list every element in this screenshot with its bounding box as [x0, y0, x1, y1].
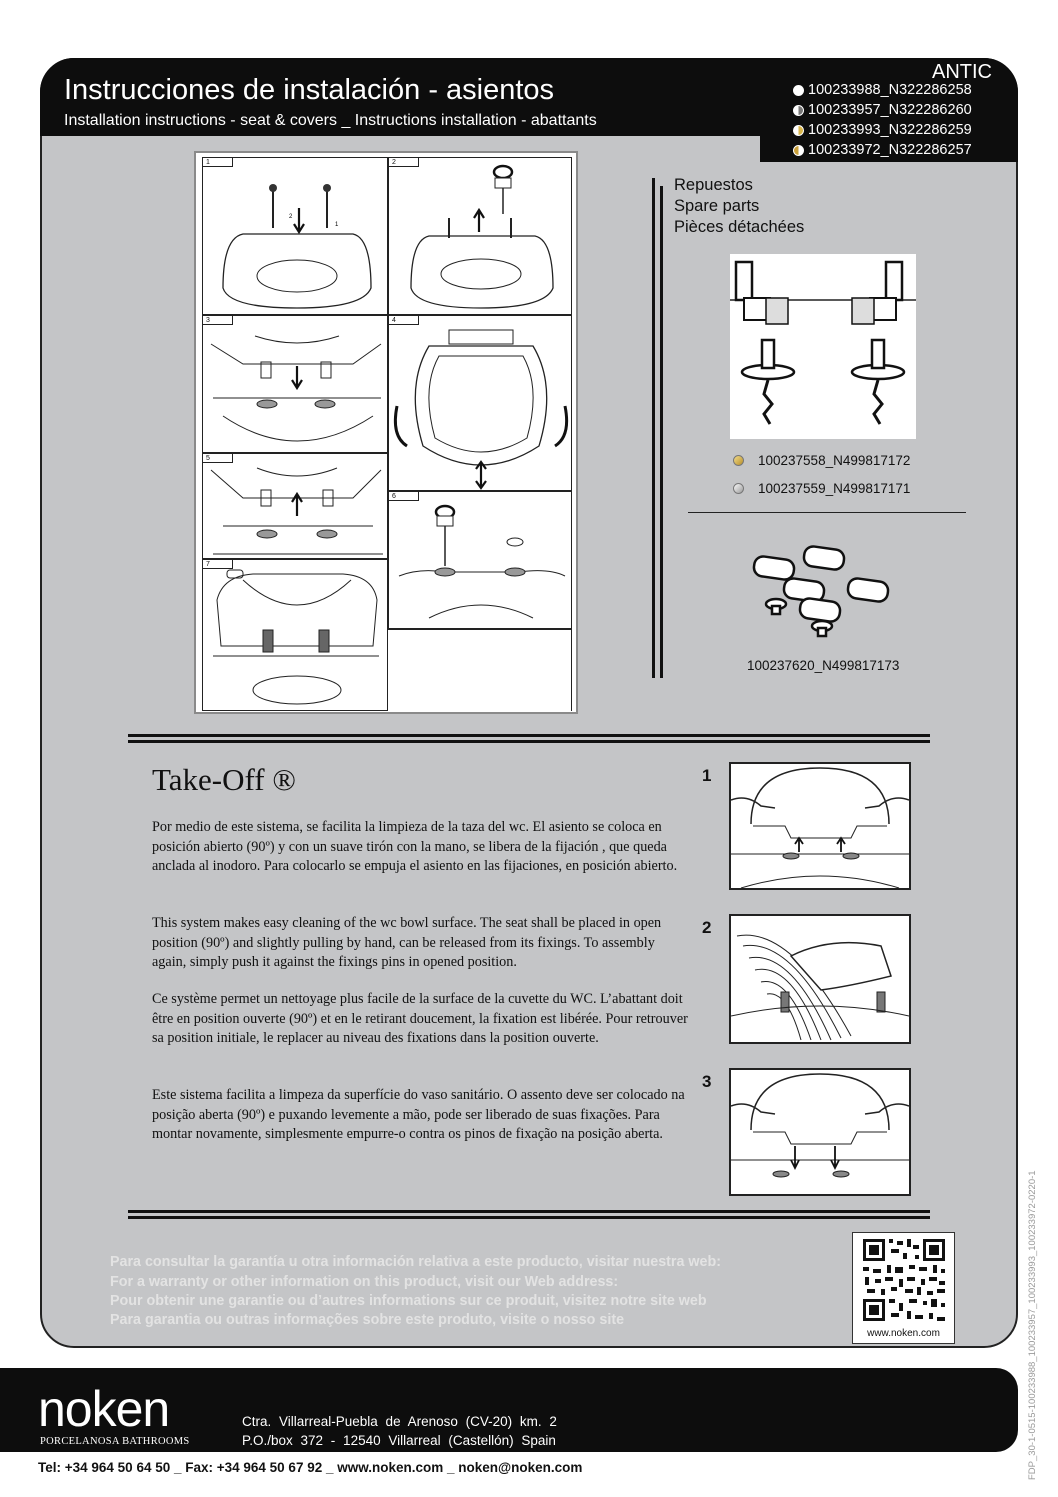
step-panel-3	[202, 315, 388, 453]
step-panel-6	[388, 491, 572, 629]
contact-line: Tel: +34 964 50 64 50 _ Fax: +34 964 50 67 92 _ www.noken.com _ noken@noken.com	[38, 1460, 583, 1475]
cover-cap-illustration	[389, 158, 572, 315]
takeoff-text-es: Por medio de este sistema, se facilita la limpieza de la taza del wc. El asiento se coloca en posición abierto (90º) y con un suave tirón con la mano, se libera de la fijación , que queda anclada al inodoro. Para colocarlo se empuja el asiento en las fijaciones, en posición abierto.	[152, 819, 678, 875]
takeoff-title: Take-Off ®	[152, 762, 296, 797]
panel-number: 3	[203, 316, 233, 325]
spare-parts-title-en: Spare parts	[674, 197, 760, 215]
divider-bar	[652, 178, 655, 678]
product-code-row	[793, 122, 972, 138]
divider-line	[688, 512, 966, 513]
document-reference: FDP_30-1-0515-100233988_100233957_100233993_100233972-0220-1	[1027, 1170, 1038, 1480]
section-divider	[128, 1210, 930, 1213]
installation-diagram-sheet	[194, 151, 578, 714]
panel-number: 1	[203, 158, 233, 167]
svg-text:1: 1	[335, 222, 339, 228]
panel-number: 4	[389, 316, 419, 325]
product-code: 100233993_N322286259	[808, 122, 972, 138]
finish-swatch-icon	[793, 105, 804, 116]
address-line-2: P.O./box 372 - 12540 Villarreal (Castellón) Spain	[242, 1433, 556, 1448]
spare-parts-heading	[674, 175, 804, 238]
step-panel-2	[388, 157, 572, 315]
warranty-text-en: For a warranty or other information on this product, visit our Web address:	[110, 1274, 619, 1290]
takeoff-text-en: This system makes easy cleaning of the wc bowl surface. The seat shall be placed in open position (90º) and slightly pulling by hand, can be released from its fixings. To assembly again, simply push it against the fixings pins in opened position.	[152, 915, 662, 971]
spare-item-row	[733, 453, 910, 468]
takeoff-text-fr: Ce système permet un nettoyage plus facile de la surface de la cuvette du WC. L’abattant doit être en position ouverte (90º) et en le retirant doucement, la fixation est libérée. Pour retrouver sa position initiale, le replacer au niveau des fixations dans la position ouverte.	[152, 991, 688, 1047]
product-code-row	[793, 142, 972, 158]
section-divider	[128, 740, 930, 743]
warranty-text-es: Para consultar la garantía u otra información relativa a este producto, visitar nuestra web:	[110, 1254, 721, 1270]
takeoff-text-pt: Este sistema facilita a limpeza da superfície do vaso sanitário. O assento deve ser colocado na posição aberta (90º) e puxando levemente a mão, pode ser liberado de suas fixações. Para montar novamente, simplesmente empurre-o contra os pinos de fixação na posição aberta.	[152, 1087, 685, 1143]
warranty-text-fr: Pour obtenir une garantie ou d’autres informations sur ce produit, visitez notre site web	[110, 1293, 707, 1309]
product-code-row	[793, 82, 972, 98]
takeoff-step-2-illustration	[729, 914, 911, 1044]
website-link[interactable]: www.noken.com	[867, 1328, 940, 1339]
page-title: Instrucciones de instalación - asientos	[64, 74, 555, 106]
page-subtitle: Installation instructions - seat & covers _ Instructions installation - abattants	[64, 112, 597, 129]
product-code-row	[793, 102, 972, 118]
step-number: 2	[702, 918, 712, 937]
takeoff-step-3-illustration	[729, 1068, 911, 1196]
empty-panel	[388, 629, 572, 711]
cap-fitting-illustration	[389, 492, 572, 629]
step-panel-5	[202, 453, 388, 559]
product-code: 100233988_N322286258	[808, 82, 972, 98]
spare-parts-title-fr: Pièces détachées	[674, 218, 805, 236]
spare-parts-title-es: Repuestos	[674, 176, 753, 194]
svg-text:2: 2	[289, 214, 293, 220]
finish-swatch-icon	[793, 125, 804, 136]
buffers-spare-illustration	[748, 544, 908, 644]
spare-item-row	[733, 481, 910, 496]
takeoff-step-1-illustration	[729, 762, 911, 890]
step-number: 1	[702, 766, 712, 785]
step-panel-1	[202, 157, 388, 315]
divider-bar	[660, 186, 663, 678]
panel-number: 2	[389, 158, 419, 167]
panel-number: 5	[203, 454, 233, 463]
spare-code: 100237559_N499817171	[758, 481, 911, 496]
panel-number: 6	[389, 492, 419, 501]
buffers-spare-code: 100237620_N499817173	[747, 658, 900, 673]
product-code: 100233972_N322286257	[808, 142, 972, 158]
spare-code: 100237558_N499817172	[758, 453, 911, 468]
chrome-finish-icon	[733, 483, 744, 494]
address-line-1: Ctra. Villarreal-Puebla de Arenoso (CV-20) km. 2	[242, 1414, 557, 1429]
hinge-assembly-illustration	[203, 316, 388, 453]
warranty-text-pt: Para garantia ou outras informações sobre este produto, visite o nosso site	[110, 1312, 625, 1328]
finish-swatch-icon	[793, 85, 804, 96]
final-assembly-illustration	[203, 560, 388, 711]
brand-tagline: PORCELANOSA BATHROOMS	[40, 1436, 190, 1447]
panel-number: 7	[203, 560, 233, 569]
hinge-spare-illustration	[730, 254, 916, 439]
brand-logo: noken	[38, 1381, 170, 1437]
finish-swatch-icon	[793, 145, 804, 156]
seat-hinge-fitting-illustration	[203, 158, 388, 315]
gold-finish-icon	[733, 455, 744, 466]
product-range: ANTIC	[932, 61, 992, 83]
step-panel-4	[388, 315, 572, 491]
section-divider	[128, 1216, 930, 1219]
product-code: 100233957_N322286260	[808, 102, 972, 118]
seat-removal-illustration	[389, 316, 572, 491]
step-number: 3	[702, 1072, 712, 1091]
seat-fixing-illustration	[203, 454, 388, 559]
step-panel-7	[202, 559, 388, 711]
section-divider	[128, 734, 930, 737]
